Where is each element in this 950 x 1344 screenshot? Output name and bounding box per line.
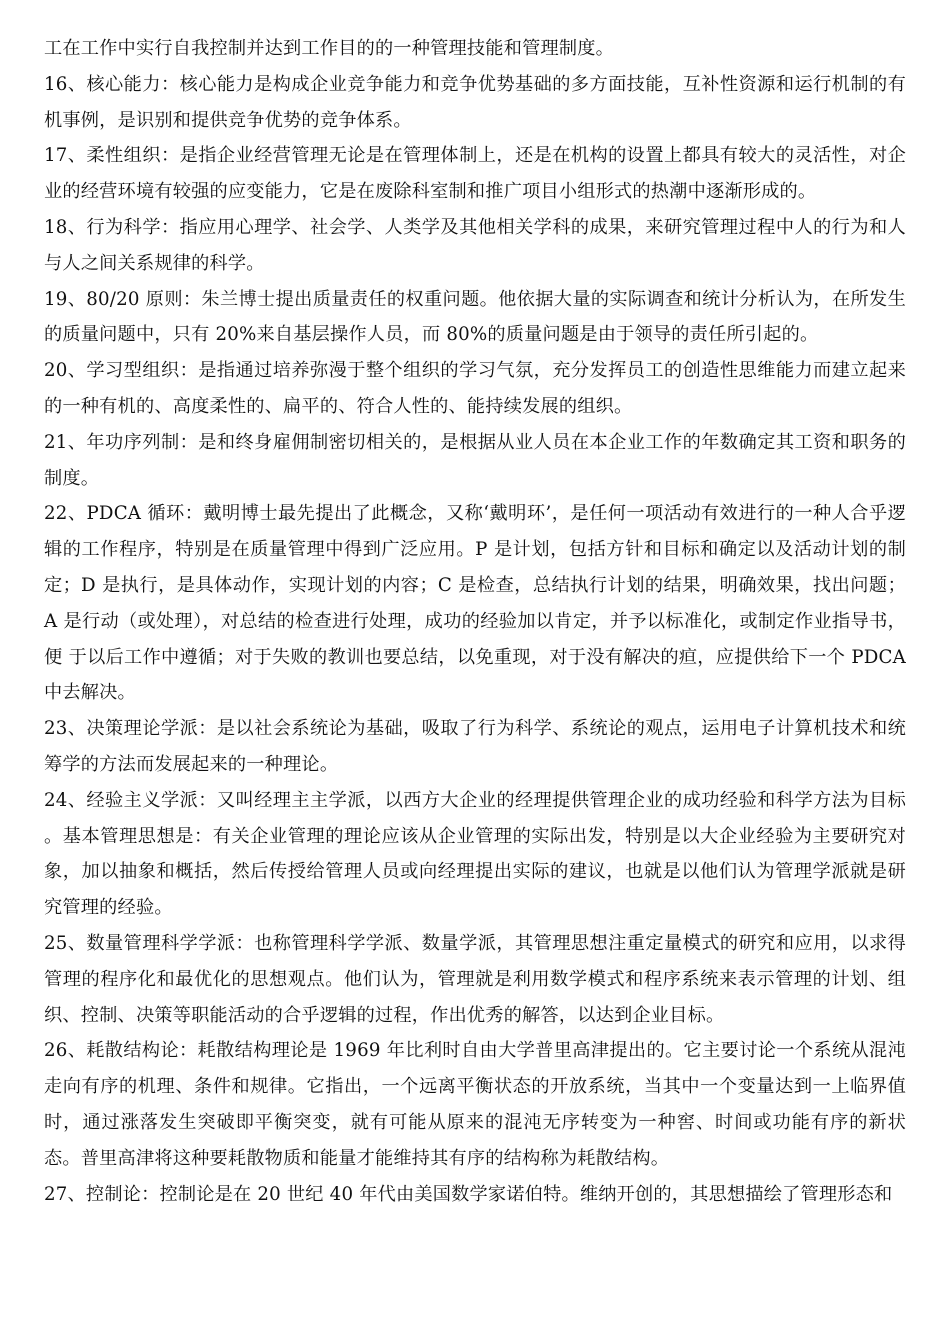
paragraph-26-dissipative-structure: 26、耗散结构论：耗散结构理论是 1969 年比利时自由大学普里高津提出的。它主要讨论一个系统从混沌走向有序的机理、条件和规律。它指出，一个远离平衡状态的开放系统，当其中一个变量达到一上临界值时，通过涨落发生突破即平衡突变，就有可能从原来的混沌无序转变为一种窖、时间或功能有序的新状态。普里高津将这种要耗散物质和能量才能维持其有序的结构称为耗散结构。 (44, 1040, 906, 1169)
paragraph-20-learning-organization: 20、学习型组织：是指通过培养弥漫于整个组织的学习气氛，充分发挥员工的创造性思维能力而建立起来的一种有机的、高度柔性的、扁平的、符合人性的、能持续发展的组织。 (44, 360, 906, 417)
paragraph-22-pdca-cycle: 22、PDCA 循环：戴明博士最先提出了此概念，又称‘戴明环’，是任何一项活动有效进行的一种人合乎逻辑的工作程序，特别是在质量管理中得到广泛应用。P 是计划，包括方针和目标和确定以及活动计划的制定；D 是执行，是具体动作，实现计划的内容；C 是检查，总结执行计划的结果，明确效果，找出问题；A 是行动（或处理），对总结的检查进行处理，成功的经验加以肯定，并予以标准化，或制定作业指导书，便 于以后工作中遵循；对于失败的教训也要总结，以免重现，对于没有解决的疸，应提供给下一个 PDCA 中去解决。 (44, 503, 906, 704)
paragraph-continuation: 工在工作中实行自我控制并达到工作目的的一种管理技能和管理制度。 (44, 38, 615, 59)
paragraph-18-behavioral-science: 18、行为科学：指应用心理学、社会学、人类学及其他相关学科的成果，来研究管理过程中人的行为和人与人之间关系规律的科学。 (44, 216, 906, 274)
paragraph-24-empiricism-school: 24、经验主义学派：又叫经理主主学派，以西方大企业的经理提供管理企业的成功经验和科学方法为目标 。基本管理思想是：有关企业管理的理论应该从企业管理的实际出发，特别是以大企业经验为主要研究对象，加以抽象和概括，然后传授给管理人员或向经理提出实际的建议，也就是以他们认为管理学派就是研究管理的经验。 (44, 789, 906, 919)
paragraph-25-management-science-school: 25、数量管理科学学派：也称管理科学学派、数量学派，其管理思想注重定量模式的研究和应用，以求得管理的程序化和最优化的思想观点。他们认为，管理就是利用数学模式和程序系统来表示管理的计划、组织、控制、决策等职能活动的合乎逻辑的过程，作出优秀的解答，以达到企业目标。 (44, 932, 906, 1026)
paragraph-21-seniority-system: 21、年功序列制：是和终身雇佣制密切相关的，是根据从业人员在本企业工作的年数确定其工资和职务的制度。 (44, 431, 906, 489)
paragraph-27-cybernetics: 27、控制论：控制论是在 20 世纪 40 年代由美国数学家诺伯特。维纳开创的，其思想描绘了管理形态和 (44, 1183, 893, 1205)
paragraph-17-flexible-organization: 17、柔性组织：是指企业经营管理无论是在管理体制上，还是在机构的设置上都具有较大的灵活性，对企业的经营环境有较强的应变能力，它是在废除科室制和推广项目小组形式的热潮中逐渐形成的。 (44, 145, 906, 203)
paragraph-19-80-20-rule: 19、80/20 原则：朱兰博士提出质量责任的权重问题。他依据大量的实际调查和统计分析认为，在所发生的质量问题中，只有 20%来自基层操作人员，而 80%的质量问题是由于领导的责任所引起的。 (44, 288, 906, 346)
paragraph-23-decision-theory-school: 23、决策理论学派：是以社会系统论为基础，吸取了行为科学、系统论的观点，运用电子计算机技术和统筹学的方法而发展起来的一种理论。 (44, 718, 906, 775)
paragraph-16-core-competence: 16、核心能力：核心能力是构成企业竞争能力和竞争优势基础的多方面技能，互补性资源和运行机制的有机事例，是识别和提供竞争优势的竞争体系。 (44, 73, 906, 131)
